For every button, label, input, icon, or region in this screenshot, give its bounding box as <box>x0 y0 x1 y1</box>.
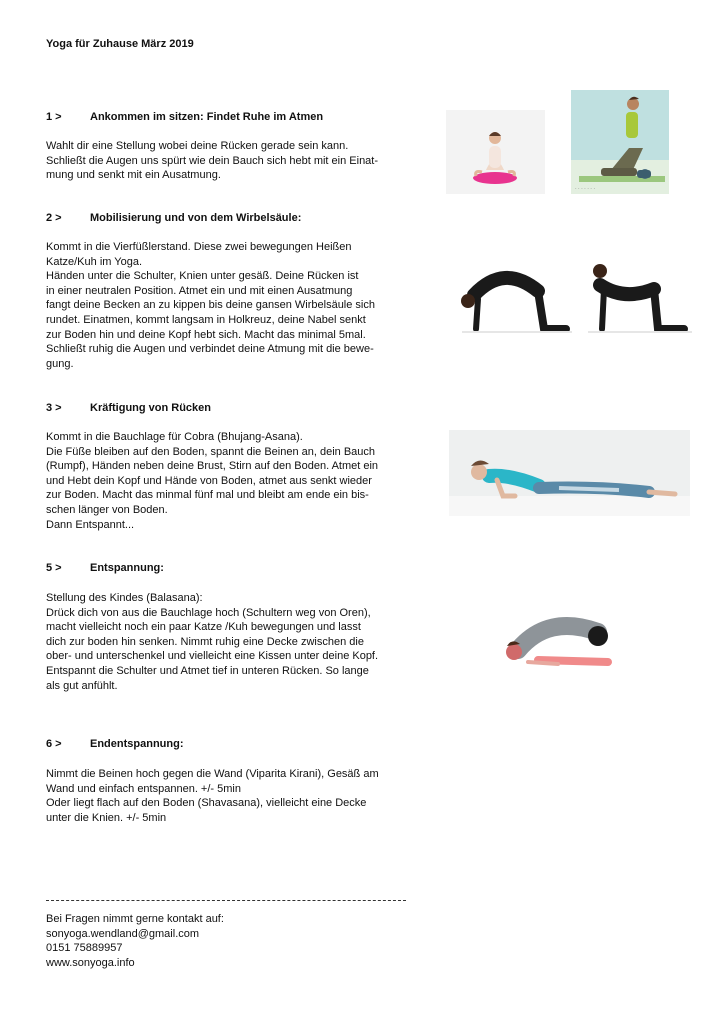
footer-line: Bei Fragen nimmt gerne kontakt auf: <box>46 913 224 925</box>
text-line: Schließt die Augen uns spürt wie dein Bauch sich hebt mit ein Einat- <box>46 154 379 167</box>
text-line: Nimmt die Beinen hoch gegen die Wand (Viparita Kirani), Gesäß am <box>46 768 379 780</box>
text-line: Kommt in die Vierfüßlerstand. Diese zwei bewegungen Heißen <box>46 241 352 253</box>
section-6-title: Endentspannung: <box>90 738 184 750</box>
section-5-text <box>46 591 378 693</box>
section-5-title: Entspannung: <box>90 562 164 574</box>
text-line: Wahlt dir eine Stellung wobei deine Rücken gerade sein kann. <box>46 140 349 152</box>
text-line: dich zur boden hin senken. Nimmt ruhig eine Decke zwischen die <box>46 635 364 648</box>
text-line: Entspannt die Schulter und Atmet tief in unteren Rücken. So lange <box>46 664 369 677</box>
section-1-title: Ankommen im sitzen: Findet Ruhe im Atmen <box>90 111 324 123</box>
text-line: Kommt in die Bauchlage für Cobra (Bhujang-Asana). <box>46 431 303 443</box>
text-line: fangt deine Becken an zu kippen bis deine gansen Wirbelsäule sich <box>46 299 375 312</box>
text-line: und Hebt dein Kopf und Hände von Boden, atmet aus senkt wieder <box>46 474 372 487</box>
text-line: schen länger von Boden. <box>46 503 168 516</box>
text-line: ober- und unterschenkel und vielleicht eine Kissen unter deine Kopf. <box>46 650 379 663</box>
cobra-photo <box>449 430 690 516</box>
section-5-number: 5 > <box>46 562 62 574</box>
section-2-number: 2 > <box>46 212 62 224</box>
text-line: macht vielleicht noch ein paar Katze /Kuh bewegungen und lasst <box>46 621 361 634</box>
section-3-text <box>46 430 378 532</box>
text-line: Schließt ruhig die Augen und verbindet deine Atmung mit die bewe- <box>46 343 374 356</box>
text-line: Wand und einfach entspannen. +/- 5min <box>46 782 241 795</box>
website-link[interactable]: www.sonyoga.info <box>46 956 135 969</box>
text-line: Katze/Kuh im Yoga. <box>46 255 143 268</box>
section-1-number: 1 > <box>46 111 62 123</box>
section-6-heading <box>0 738 400 752</box>
text-line: Oder liegt flach auf den Boden (Shavasana), vielleicht eine Decke <box>46 797 367 810</box>
text-line: mung und senkt mit ein Ausatmung. <box>46 169 221 182</box>
email-link[interactable]: sonyoga.wendland@gmail.com <box>46 927 200 940</box>
section-2-heading <box>0 212 400 226</box>
section-1-text <box>46 139 378 183</box>
section-5-heading <box>0 562 400 576</box>
section-2-title: Mobilisierung und von dem Wirbelsäule: <box>90 212 302 224</box>
text-line: als gut anfühlt. <box>46 679 118 692</box>
text-line: Stellung des Kindes (Balasana): <box>46 592 203 604</box>
document-title: Yoga für Zuhause März 2019 <box>46 38 194 50</box>
footer-contact <box>46 912 224 970</box>
footer-divider <box>46 900 406 901</box>
text-line: zur Boden. Macht das minmal fünf mal und bleibt am ende ein bis- <box>46 489 369 502</box>
section-2-text <box>46 240 375 371</box>
svg-text:· · · · · · ·: · · · · · · · <box>575 186 595 192</box>
text-line: rundet. Einatmen, kommt langsam in Holkreuz, deine Nabel senkt <box>46 313 366 326</box>
text-line: Händen unter die Schulter, Knien unter gesäß. Deine Rücken ist <box>46 270 359 283</box>
childs-pose-photo <box>498 606 628 676</box>
phone-number: 0151 75889957 <box>46 942 123 955</box>
section-1-heading <box>0 111 400 125</box>
text-line: Die Füße bleiben auf den Boden, spannt die Beinen an, dein Bauch <box>46 445 376 458</box>
text-line: (Rumpf), Händen neben deine Brust, Stirn auf den Boden. Atmet ein <box>46 460 379 473</box>
section-3-title: Kräftigung von Rücken <box>90 402 212 414</box>
section-6-number: 6 > <box>46 738 62 750</box>
text-line: Dann Entspannt... <box>46 518 135 531</box>
kneeling-photo <box>571 90 669 194</box>
section-3-heading <box>0 402 400 416</box>
text-line: gung. <box>46 357 74 370</box>
meditation-photo <box>446 110 545 194</box>
text-line: Drück dich von aus die Bauchlage hoch (Schultern weg von Oren), <box>46 606 371 619</box>
section-6-text <box>46 767 379 825</box>
text-line: unter die Knien. +/- 5min <box>46 811 167 824</box>
text-line: in einer neutralen Position. Atmet ein und mit einen Ausatmung <box>46 284 353 297</box>
section-3-number: 3 > <box>46 402 62 414</box>
text-line: zur Boden hin und deine Kopf hebt sich. Macht das minimal 5mal. <box>46 328 366 341</box>
cat-cow-photo <box>454 255 696 343</box>
